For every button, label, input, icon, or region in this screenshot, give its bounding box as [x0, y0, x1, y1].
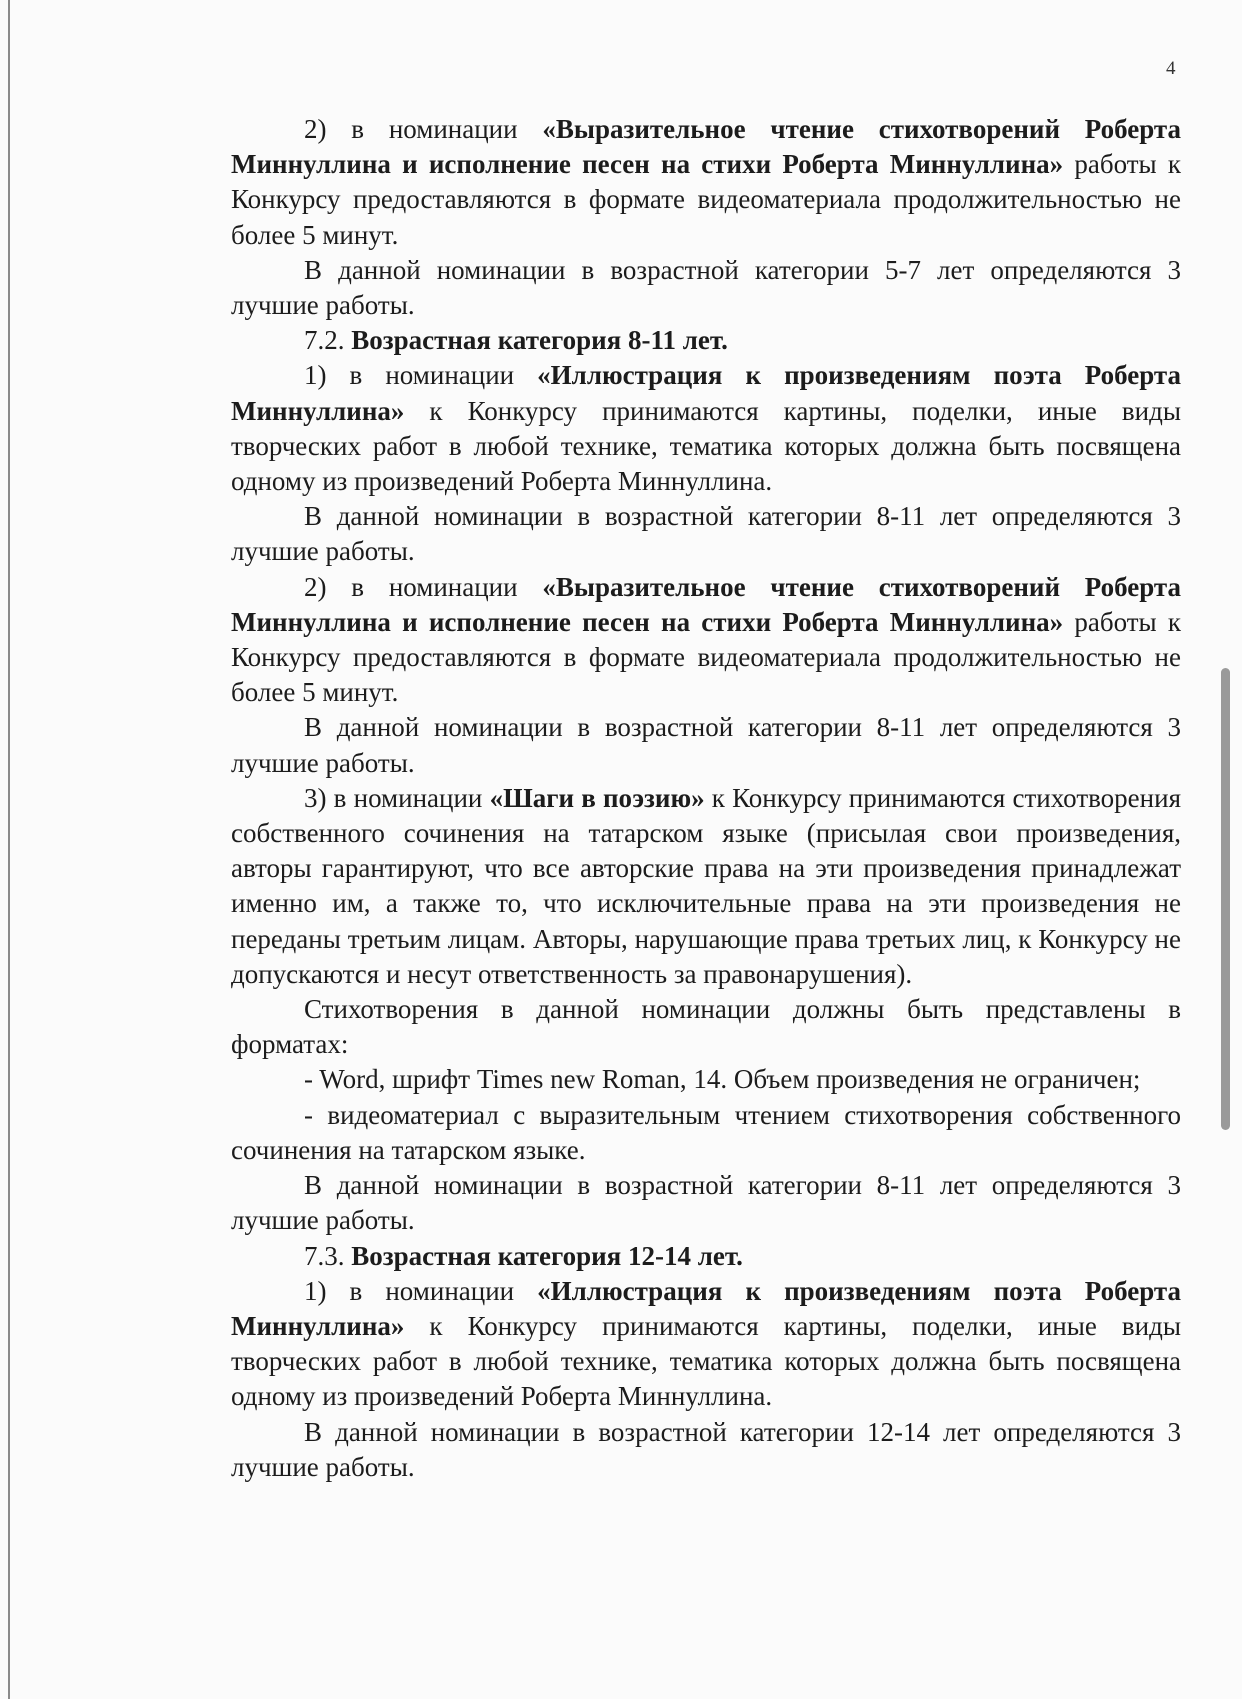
scan-edge-line	[8, 0, 10, 1699]
scrollbar[interactable]	[1221, 668, 1230, 1130]
paragraph-suffix: к Конкурсу принимаются стихотворения собственного сочинения на татарском языке (присылая свои произведения, авторы гарантируют, что все авторские права на эти произведения принадлежат именно им, а также то, что исключительные права на эти произведения не переданы третьим лицам. Авторы, нарушающие права третьих лиц, к Конкурсу не допускаются и несут ответственность за правонарушения).	[231, 782, 1181, 989]
paragraph-winners-illustration-8-11: В данной номинации в возрастной категории 8-11 лет определяются 3 лучшие работы.	[231, 501, 1181, 567]
paragraph-winners-poetry-8-11: В данной номинации в возрастной категории 8-11 лет определяются 3 лучшие работы.	[231, 1170, 1181, 1236]
section-heading-7-3	[231, 1239, 1181, 1274]
section-title: Возрастная категория 12-14 лет.	[351, 1240, 743, 1271]
paragraph-nomination-illustration-12-14	[231, 1274, 1181, 1415]
paragraph-prefix: 2) в номинации	[304, 114, 543, 144]
page-number: 4	[1166, 58, 1176, 79]
paragraph-prefix: 1) в номинации	[304, 1275, 538, 1306]
section-number: 7.2.	[304, 325, 352, 356]
document-body	[231, 112, 1181, 1485]
nomination-title: «Иллюстрация к произведениям поэта Роберта Миннуллина»	[231, 1275, 1181, 1341]
paragraph-prefix: 1) в номинации	[304, 360, 538, 391]
section-number: 7.3.	[304, 1240, 352, 1271]
paragraph-nomination-illustration-8-11	[231, 358, 1181, 499]
paragraph-nomination-reading-8-11	[231, 570, 1181, 711]
nomination-title: «Шаги в поэзию»	[489, 782, 705, 813]
format-item-video: - видеоматериал с выразительным чтением стихотворения собственного сочинения на татарском языке.	[231, 1099, 1181, 1165]
nomination-title: «Иллюстрация к произведениям поэта Роберта Миннуллина»	[231, 360, 1181, 426]
paragraph-prefix: 2) в номинации	[304, 571, 543, 602]
nomination-title: «Выразительное чтение стихотворений Роберта Миннуллина и исполнение песен на стихи Роберта Миннуллина»	[231, 114, 1181, 180]
section-title: Возрастная категория 8-11 лет.	[351, 325, 728, 356]
paragraph-prefix: 3) в номинации	[304, 782, 490, 813]
section-heading-7-2	[231, 323, 1181, 358]
paragraph-nomination-reading-5-7	[231, 112, 1181, 253]
paragraph-winners-5-7: В данной номинации в возрастной категории 5-7 лет определяются 3 лучшие работы.	[231, 254, 1181, 321]
paragraph-suffix: работы к Конкурсу предоставляются в формате видеоматериала продолжительностью не более 5 минут.	[231, 606, 1181, 708]
paragraph-nomination-poetry-steps	[231, 781, 1181, 992]
paragraph-suffix: работы к Конкурсу предоставляются в формате видеоматериала продолжительностью не более 5 минут.	[231, 149, 1181, 250]
paragraph-formats-intro: Стихотворения в данной номинации должны быть представлены в форматах:	[231, 994, 1181, 1060]
paragraph-suffix: к Конкурсу принимаются картины, поделки, иные виды творческих работ в любой технике, тематика которых должна быть посвящена одному из произведений Роберта Миннуллина.	[231, 395, 1181, 497]
paragraph-winners-reading-8-11: В данной номинации в возрастной категории 8-11 лет определяются 3 лучшие работы.	[231, 712, 1181, 778]
format-item-word: - Word, шрифт Times new Roman, 14. Объем произведения не ограничен;	[304, 1064, 1141, 1095]
nomination-title: «Выразительное чтение стихотворений Роберта Миннуллина и исполнение песен на стихи Роберта Миннуллина»	[231, 571, 1181, 637]
paragraph-suffix: к Конкурсу принимаются картины, поделки, иные виды творческих работ в любой технике, тематика которых должна быть посвящена одному из произведений Роберта Миннуллина.	[231, 1310, 1181, 1412]
paragraph-winners-illustration-12-14: В данной номинации в возрастной категории 12-14 лет определяются 3 лучшие работы.	[231, 1416, 1181, 1482]
